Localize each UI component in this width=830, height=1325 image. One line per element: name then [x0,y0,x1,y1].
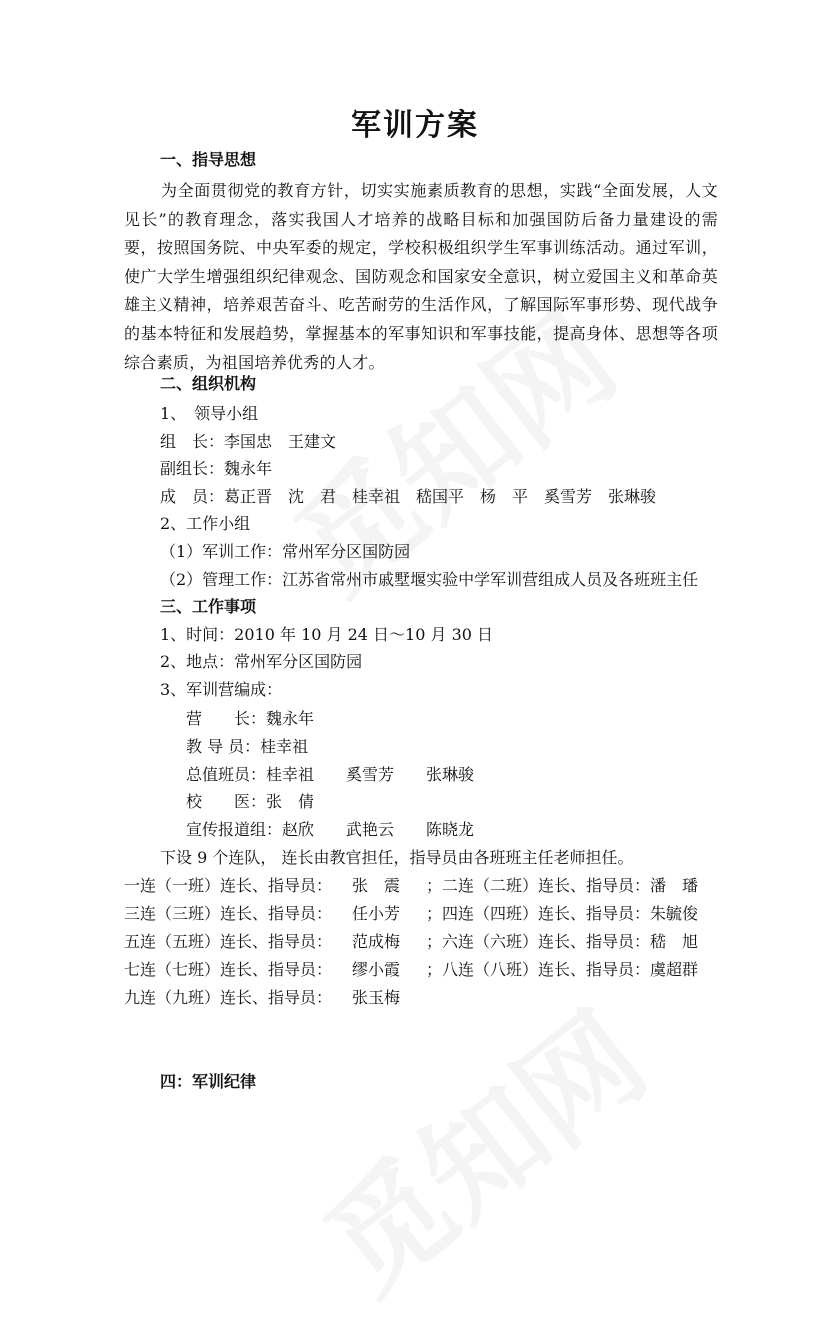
company-right: ；二连（二班）连长、指导员：潘 璠 [426,876,699,895]
work-item-2: （2）管理工作：江苏省常州市戚墅堰实验中学军训营组成人员及各班班主任 [160,570,699,589]
camp-member: 营 长：魏永年 [186,709,315,728]
company-name: 任小芳 [352,904,401,923]
company-right: ；四连（四班）连长、指导员：朱毓俊 [426,904,699,923]
company-right: ；八连（八班）连长、指导员：虞超群 [426,960,699,979]
camp-title: 3、军训营编成： [160,680,283,699]
company-right: ；六连（六班）连长、指导员：嵇 旭 [426,932,699,951]
section-3-heading: 三、工作事项 [160,597,257,616]
place-line: 2、地点：常州军分区国防园 [160,652,363,671]
company-name: 张 震 [352,876,401,895]
camp-member: 教 导 员：桂幸祖 [186,737,309,756]
leader-line: 组 长：李国忠 王建文 [160,432,337,451]
work-item-1: （1）军训工作：常州军分区国防园 [160,542,411,561]
companies-note: 下设 9 个连队， 连长由教官担任，指导员由各班班主任老师担任。 [160,848,634,867]
section-1-paragraph: 为全面贯彻党的教育方针，切实实施素质教育的思想，实践“全面发展，人文见长”的教育理念，落实我国人才培养的战略目标和加强国防后备力量建设的需要，按照国务院、中央军委的规定，学校积极组织学生军事训练活动。通过军训，使广大学生增强组织纪律观念、国防观念和国家安全意识，树立爱国主义和革命英雄主义精神，培养艰苦奋斗、吃苦耐劳的生活作风，了解国际军事形势、现代战争的基本特征和发展趋势，掌握基本的军事知识和军事技能，提高身体、思想等各项综合素质，为祖国培养优秀的人才。 [124,181,718,372]
section-2-heading: 二、组织机构 [160,374,257,393]
time-line: 1、时间：2010 年 10 月 24 日～10 月 30 日 [160,625,494,644]
company-label: 三连（三班）连长、指导员： [124,904,333,923]
leader-group-title: 1、 领导小组 [160,404,259,423]
camp-member: 宣传报道组：赵欣 武艳云 陈晓龙 [186,820,475,839]
company-label: 一连（一班）连长、指导员： [124,876,333,895]
page-title: 军训方案 [351,108,479,143]
camp-member: 校 医：张 倩 [186,792,315,811]
company-name: 张玉梅 [352,988,401,1007]
section-4-heading: 四：军训纪律 [160,1072,257,1091]
members-line: 成 员：葛正晋 沈 君 桂幸祖 嵇国平 杨 平 奚雪芳 张琳骏 [160,487,657,506]
deputy-line: 副组长：魏永年 [160,459,273,478]
company-name: 缪小霞 [352,960,401,979]
camp-member: 总值班员：桂幸祖 奚雪芳 张琳骏 [186,765,475,784]
work-group-title: 2、工作小组 [160,514,251,533]
company-label: 五连（五班）连长、指导员： [124,932,333,951]
company-name: 范成梅 [352,932,401,951]
section-1-heading: 一、指导思想 [160,150,257,169]
watermark [285,967,675,1324]
company-label: 七连（七班）连长、指导员： [124,960,333,979]
company-label: 九连（九班）连长、指导员： [124,988,333,1007]
